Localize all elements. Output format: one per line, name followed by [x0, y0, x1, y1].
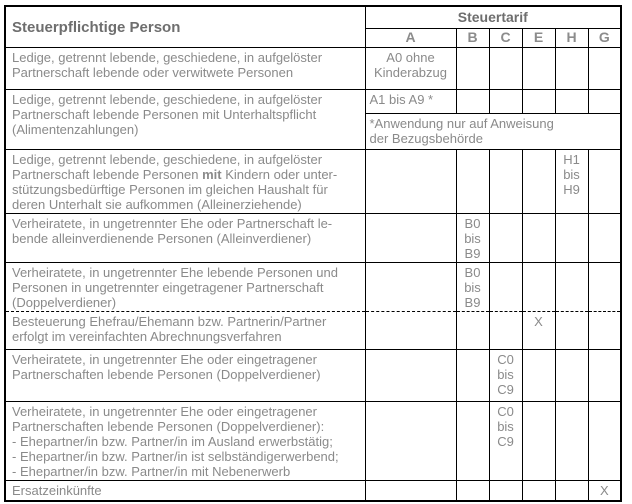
person-description-cell	[5, 149, 365, 213]
empty-tariff-cell	[456, 311, 489, 349]
code-line: B0	[464, 215, 481, 231]
column-header-b: B	[456, 28, 489, 47]
empty-tariff-cell	[365, 262, 456, 311]
empty-tariff-cell	[489, 480, 522, 501]
text-line: bende alleinverdienende Personen (Alleinverdiener)	[12, 230, 312, 246]
empty-tariff-cell	[365, 213, 456, 262]
code-line: B0	[464, 264, 481, 280]
empty-tariff-cell	[522, 47, 555, 89]
empty-tariff-cell	[555, 262, 588, 311]
tariff-code-cell-c	[489, 401, 522, 480]
empty-tariff-cell	[489, 213, 522, 262]
empty-tariff-cell	[588, 349, 621, 401]
tariff-code-cell-e	[522, 311, 555, 349]
text-line: (Alimentenzahlungen)	[12, 121, 139, 137]
empty-tariff-cell	[365, 480, 456, 501]
table-row	[5, 262, 621, 311]
text-line	[12, 167, 362, 182]
tariff-code-cell-b	[456, 262, 489, 311]
empty-tariff-cell	[365, 349, 456, 401]
table-row	[5, 89, 621, 113]
empty-tariff-cell	[456, 349, 489, 401]
column-header-e: E	[522, 28, 555, 47]
tariff-code-cell-b	[456, 213, 489, 262]
code-line: C0	[497, 403, 514, 419]
text-line: Partnerschaft lebende Personen mit Unterhaltspflicht	[12, 106, 317, 122]
tariff-code-cell-a	[365, 89, 456, 113]
empty-tariff-cell	[588, 213, 621, 262]
code-line: X	[534, 313, 543, 329]
empty-tariff-cell	[456, 480, 489, 501]
text-line: Verheiratete, in ungetrennter Ehe oder eingetragener	[12, 351, 317, 367]
text-segment-bold: mit	[202, 166, 222, 182]
table-row	[5, 149, 621, 213]
code-line: A0 ohne	[386, 49, 435, 65]
tariff-code-cell-h	[555, 149, 588, 213]
table-row	[5, 47, 621, 89]
person-description-cell	[5, 213, 365, 262]
text-line: - Ehepartner/in bzw. Partner/in mit Nebenerwerb	[12, 463, 291, 479]
empty-tariff-cell	[522, 349, 555, 401]
code-line: B9	[464, 245, 481, 261]
empty-tariff-cell	[555, 480, 588, 501]
empty-tariff-cell	[522, 401, 555, 480]
empty-tariff-cell	[456, 89, 489, 113]
empty-tariff-cell	[522, 89, 555, 113]
code-line: bis	[497, 366, 514, 382]
person-description-cell	[5, 401, 365, 480]
text-line: Verheiratete, in ungetrennter Ehe oder Partnerschaft le-	[12, 215, 333, 231]
column-header-g: G	[588, 28, 621, 47]
empty-tariff-cell	[588, 311, 621, 349]
empty-tariff-cell	[522, 262, 555, 311]
empty-tariff-cell	[522, 480, 555, 501]
empty-tariff-cell	[588, 47, 621, 89]
tariff-code-cell-a	[365, 47, 456, 89]
empty-tariff-cell	[456, 149, 489, 213]
empty-tariff-cell	[555, 311, 588, 349]
empty-tariff-cell	[456, 47, 489, 89]
steuertarif-table	[4, 5, 622, 502]
empty-tariff-cell	[489, 89, 522, 113]
person-description-cell	[5, 89, 365, 149]
person-description-cell	[5, 480, 365, 501]
code-line: X	[599, 482, 609, 498]
empty-tariff-cell	[555, 89, 588, 113]
empty-tariff-cell	[555, 349, 588, 401]
text-line: Verheiratete, in ungetrennter Ehe oder eingetragener	[12, 403, 317, 419]
text-line: Ledige, getrennt lebende, geschiedene, in aufgelöster	[12, 91, 323, 107]
code-line: H1	[563, 151, 580, 167]
text-line: Verheiratete, in ungetrennter Ehe lebende Personen und	[12, 264, 338, 280]
column-header-c: C	[489, 28, 522, 47]
column-header-a: A	[365, 28, 456, 47]
table-row	[5, 401, 621, 480]
empty-tariff-cell	[588, 262, 621, 311]
text-segment: Kindern oder unter-	[221, 166, 338, 182]
code-line: bis	[464, 279, 481, 295]
text-line: Partnerschaften lebende Personen (Doppelverdiener):	[12, 418, 325, 434]
empty-tariff-cell	[588, 149, 621, 213]
code-line: B9	[464, 294, 481, 310]
empty-tariff-cell	[489, 262, 522, 311]
text-line: Besteuerung Ehefrau/Ehemann bzw. Partnerin/Partner	[12, 313, 327, 329]
code-line: bis	[563, 166, 580, 182]
code-line: C9	[497, 381, 514, 397]
code-line: H9	[563, 181, 580, 197]
tariff-header: Steuertarif	[365, 6, 621, 28]
code-line: C0	[497, 351, 514, 367]
text-line: (Doppelverdiener)	[12, 294, 117, 310]
empty-tariff-cell	[555, 213, 588, 262]
code-line: C9	[497, 433, 514, 449]
text-line: stützungsbedürftige Personen im gleichen Haushalt für	[12, 181, 328, 197]
empty-tariff-cell	[555, 401, 588, 480]
empty-tariff-cell	[365, 311, 456, 349]
table-row	[5, 213, 621, 262]
text-line: Ersatzeinkünfte	[12, 482, 102, 498]
table-row	[5, 311, 621, 349]
empty-tariff-cell	[456, 401, 489, 480]
empty-tariff-cell	[365, 401, 456, 480]
empty-tariff-cell	[555, 47, 588, 89]
text-line: - Ehepartner/in bzw. Partner/in ist selbständigerwerbend;	[12, 448, 339, 464]
table-row	[5, 349, 621, 401]
text-line: Partnerschaft lebende oder verwitwete Personen	[12, 64, 294, 80]
person-description-cell	[5, 349, 365, 401]
person-description-cell	[5, 311, 365, 349]
empty-tariff-cell	[489, 311, 522, 349]
person-description-cell	[5, 262, 365, 311]
person-description-cell	[5, 47, 365, 89]
text-line: Ledige, getrennt lebende, geschiedene, in aufgelöster	[12, 151, 323, 167]
text-line: - Ehepartner/in bzw. Partner/in im Ausland erwerbstätig;	[12, 433, 333, 449]
empty-tariff-cell	[588, 401, 621, 480]
code-line: bis	[497, 418, 514, 434]
tariff-code-cell-c	[489, 349, 522, 401]
footnote-line: *Anwendung nur auf Anweisung	[369, 115, 554, 131]
text-line: Personen in ungetrennter eingetragener Partnerschaft	[12, 279, 324, 295]
text-line: Partnerschaften lebende Personen (Doppelverdiener)	[12, 366, 321, 382]
person-column-header: Steuerpflichtige Person	[5, 6, 365, 47]
empty-tariff-cell	[489, 47, 522, 89]
tariff-code-cell-g	[588, 480, 621, 501]
footnote-cell	[365, 113, 621, 149]
text-line: deren Unterhalt sie aufkommen (Alleinerziehende)	[12, 196, 302, 212]
empty-tariff-cell	[588, 89, 621, 113]
empty-tariff-cell	[489, 149, 522, 213]
empty-tariff-cell	[522, 149, 555, 213]
column-header-h: H	[555, 28, 588, 47]
code-line: Kinderabzug	[374, 64, 447, 80]
table-row	[5, 480, 621, 501]
footnote-line: der Bezugsbehörde	[369, 130, 483, 146]
code-line: bis	[464, 230, 481, 246]
text-line: Ledige, getrennt lebende, geschiedene, in aufgelöster	[12, 49, 323, 65]
text-line: erfolgt im vereinfachten Abrechnungsverfahren	[12, 328, 282, 344]
empty-tariff-cell	[522, 213, 555, 262]
empty-tariff-cell	[365, 149, 456, 213]
code-line: A1 bis A9 *	[369, 91, 434, 107]
text-segment: Partnerschaft lebende Personen	[12, 166, 203, 182]
